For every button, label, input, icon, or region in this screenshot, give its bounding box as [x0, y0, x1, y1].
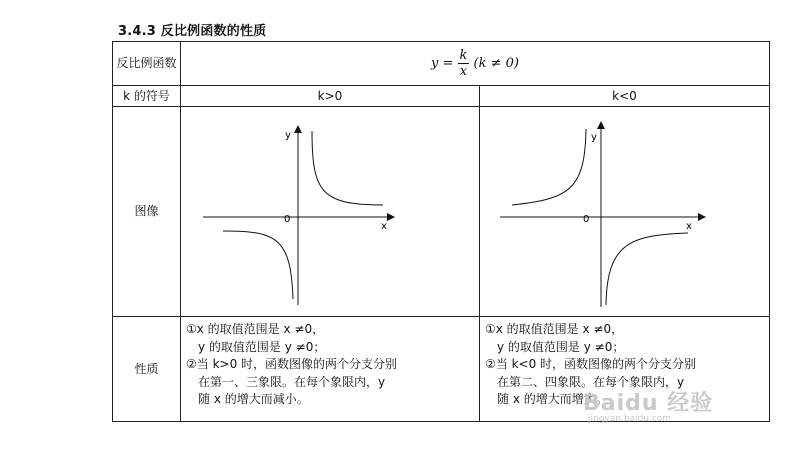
- watermark-logo: Baidu 经验: [583, 391, 714, 416]
- branch-quadrant-two: [512, 129, 586, 205]
- properties-table: [112, 41, 770, 422]
- graph-k-negative: [480, 107, 769, 313]
- function-formula: [181, 42, 770, 86]
- property-line: ①x 的取值范围是 x ≠0，: [186, 322, 325, 336]
- watermark-url: jingyan.baidu.com: [588, 414, 672, 424]
- formula-denominator: x: [459, 64, 468, 79]
- graph-label: 图像: [113, 107, 181, 317]
- branch-quadrant-one: [312, 131, 383, 205]
- formula-fraction: [458, 48, 470, 79]
- formula-condition: (k ≠ 0): [473, 56, 519, 71]
- property-line: ②当 k>0 时，函数图像的两个分支分别: [186, 357, 398, 371]
- branch-quadrant-three: [223, 231, 293, 299]
- property-line: ①x 的取值范围是 x ≠0，: [485, 322, 624, 336]
- formula-lhs: y =: [431, 56, 454, 71]
- x-axis-label: x: [381, 221, 387, 232]
- graph-k-positive: [181, 107, 479, 313]
- property-line: 随 x 的增大而减小。: [198, 392, 309, 406]
- property-line: 在第一、三象限。在每个象限内，y: [198, 374, 386, 389]
- properties-label: 性质: [113, 317, 181, 422]
- origin-label: 0: [583, 214, 590, 225]
- y-axis-label: y: [285, 130, 291, 141]
- origin-label: 0: [284, 214, 291, 225]
- function-row: [113, 42, 770, 86]
- sign-row: [113, 86, 770, 107]
- property-line: 随 x 的增大而增大。: [497, 392, 608, 406]
- property-line: 在第二、四象限。在每个象限内，y: [497, 374, 685, 389]
- formula-numerator: k: [459, 48, 468, 63]
- graph-row: [113, 107, 770, 317]
- sign-label: k 的符号: [113, 86, 181, 107]
- branch-quadrant-four: [606, 233, 688, 305]
- properties-positive: [181, 317, 480, 422]
- function-label: 反比例函数: [113, 42, 181, 86]
- section-title: 3.4.3 反比例函数的性质: [118, 24, 267, 39]
- property-line: ②当 k<0 时，函数图像的两个分支分别: [485, 357, 697, 371]
- sign-negative: k<0: [480, 86, 770, 107]
- x-axis-label: x: [686, 221, 692, 232]
- property-line: y 的取值范围是 y ≠0；: [198, 339, 326, 354]
- graph-positive-cell: [181, 107, 480, 317]
- graph-negative-cell: [480, 107, 770, 317]
- sign-positive: k>0: [181, 86, 480, 107]
- y-axis-label: y: [591, 132, 597, 143]
- property-line: y 的取值范围是 y ≠0；: [497, 339, 625, 354]
